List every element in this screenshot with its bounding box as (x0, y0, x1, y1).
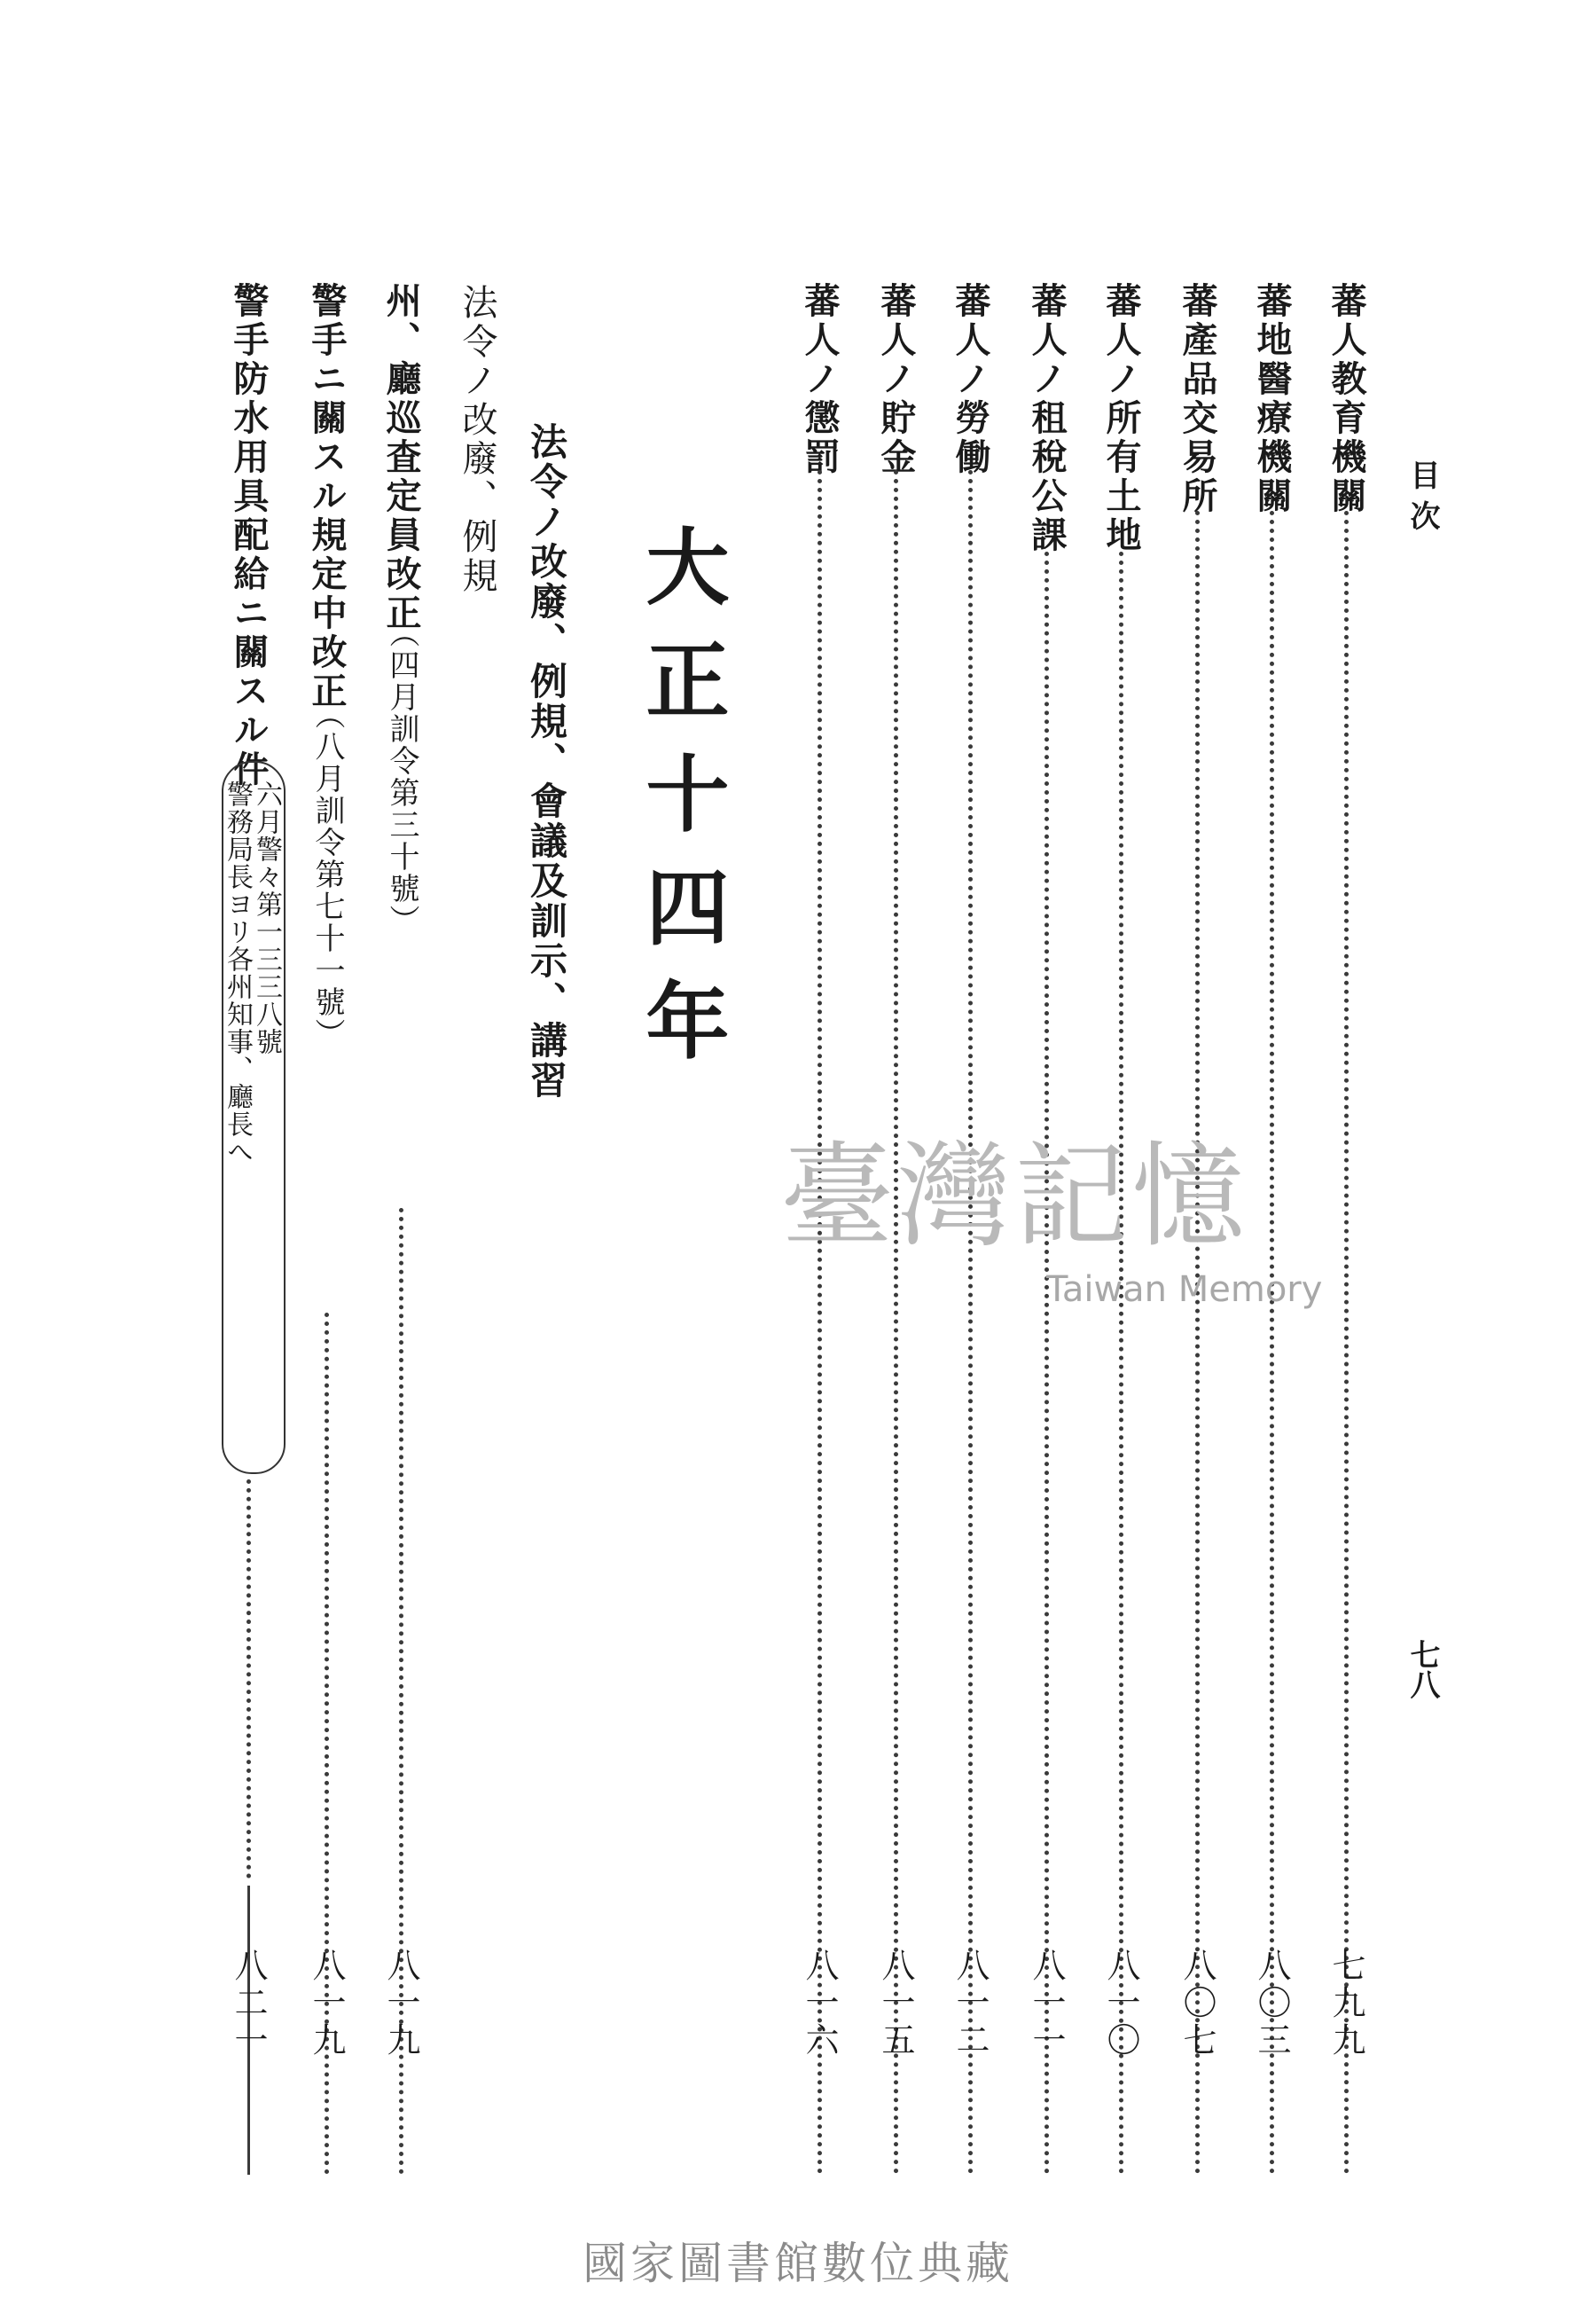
toc-entry-title: 警手防水用具配給ニ關スル件 (228, 282, 270, 789)
dot-leader (1195, 511, 1204, 2175)
toc-entry-title: 蕃人教育機關 (1326, 282, 1367, 516)
toc-entry (222, 282, 282, 2059)
toc-entry-title: 蕃人ノ所有土地 (1100, 282, 1142, 555)
toc-entry-page: 八一六 (800, 1948, 839, 2059)
watermark (780, 1131, 1323, 1335)
dot-leader (1119, 552, 1128, 2175)
toc-entry-note-line: 六月警々第一三三八號 (251, 780, 282, 1055)
watermark-text: 臺灣記憶 (780, 1131, 1249, 1263)
contents-header: 目 次 (1404, 459, 1440, 530)
toc-entry-page: 八一九 (381, 1948, 420, 2059)
toc-entry-page: 八一五 (876, 1948, 915, 2059)
toc-entry (1325, 282, 1367, 2059)
toc-entry (305, 282, 348, 2059)
toc-entry-note: （四月訓令第三十號） (384, 617, 419, 937)
toc-entry-title: 蕃人ノ勞働 (950, 282, 991, 477)
dot-leader (1044, 552, 1053, 2175)
toc-entry-title: 蕃產品交易所 (1177, 282, 1218, 516)
toc-entry-title: 警手ニ關スル規定中改正 (306, 282, 348, 711)
dot-leader (246, 1479, 255, 1879)
toc-entry-page: 八〇三 (1252, 1948, 1291, 2059)
toc-entry-page: 八〇七 (1177, 1948, 1217, 2059)
toc-entry (379, 282, 422, 2059)
toc-entry-title: 蕃地醫療機關 (1251, 282, 1293, 516)
toc-entry-page: 七九九 (1326, 1948, 1365, 2059)
toc-entry-title: 蕃人ノ懲罰 (799, 282, 841, 477)
subsection-heading: 法令ノ改廢、例規 (457, 284, 497, 596)
toc-entry-page: 八一一 (1027, 1948, 1066, 2059)
toc-entry-title: 州、廳巡査定員改正 (380, 282, 422, 633)
dot-leader (1270, 511, 1279, 2175)
toc-entry-note-line: 警務局長ヨリ各州知事、廳長へ (222, 780, 253, 1165)
watermark-subtext: Taiwan Memory (1046, 1269, 1323, 1310)
page-number: 七八 (1404, 1639, 1440, 1699)
toc-entry-page: 八一〇 (1101, 1948, 1140, 2059)
toc-entry-page: 八一九 (307, 1948, 346, 2059)
dot-leader (1344, 511, 1353, 2175)
toc-entry-title: 蕃人ノ貯金 (875, 282, 917, 477)
section-heading: 法令ノ改廢、例規、會議及訓示、講習 (525, 422, 568, 1101)
toc-entry-note-group (223, 780, 280, 1165)
toc-entry-title: 蕃人ノ租稅公課 (1026, 282, 1068, 555)
toc-entry-page: 八二一 (229, 1948, 268, 2059)
footer-credit: 國家圖書館數位典藏 (583, 2238, 1013, 2289)
year-heading: 大正十四年 (631, 523, 729, 1091)
toc-entry-page: 八一二 (951, 1948, 990, 2059)
toc-entry-note: （八月訓令第七十一號） (309, 699, 345, 1050)
